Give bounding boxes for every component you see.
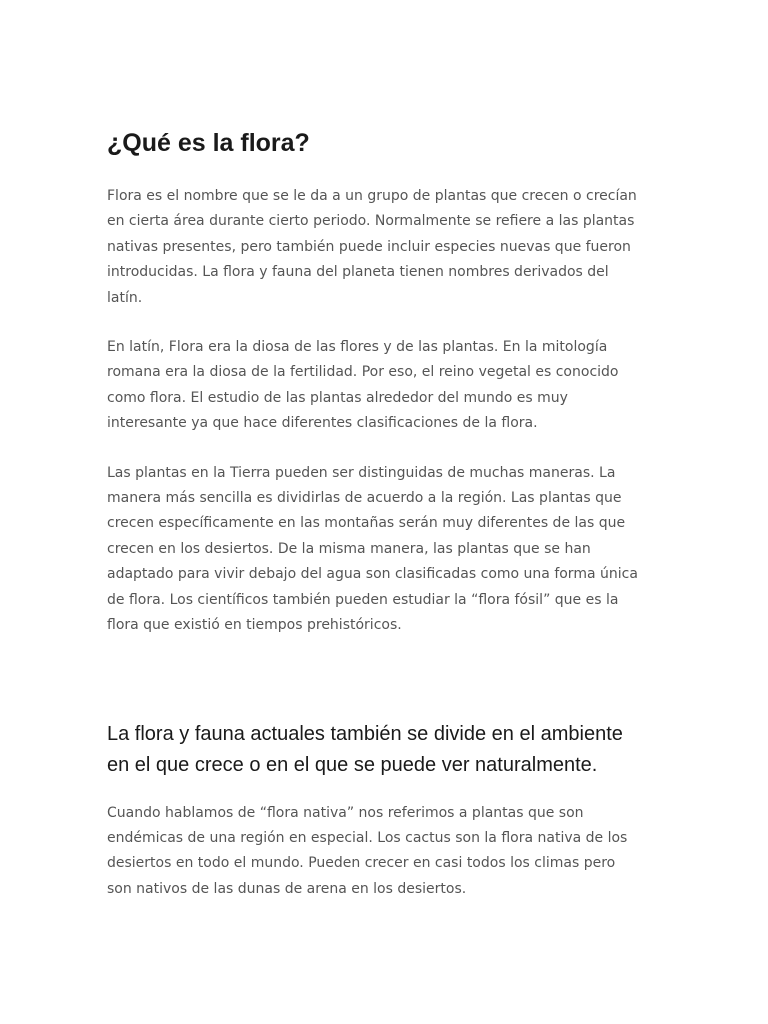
document-page [107, 128, 667, 926]
paragraph-line: latín. [107, 289, 143, 306]
paragraph-line: introducidas. La flora y fauna del planeta tienen nombres derivados del [107, 264, 609, 281]
paragraph-line: interesante ya que hace diferentes clasificaciones de la flora. [107, 415, 538, 432]
paragraph-line: son nativos de las dunas de arena en los desiertos. [107, 880, 467, 897]
paragraph-classification [107, 461, 667, 639]
section-heading-ambiente [107, 719, 667, 781]
paragraph-line: manera más sencilla es dividirlas de acuerdo a la región. Las plantas que [107, 490, 622, 507]
section-heading-que-es-la-flora: ¿Qué es la flora? [107, 129, 310, 157]
paragraph-flora-nativa [107, 801, 667, 903]
paragraph-line: Las plantas en la Tierra pueden ser distinguidas de muchas maneras. La [107, 464, 616, 481]
section-spacer [107, 663, 667, 719]
paragraph-line: Cuando hablamos de “flora nativa” nos referimos a plantas que son [107, 804, 584, 821]
paragraph-line: romana era la diosa de la fertilidad. Por eso, el reino vegetal es conocido [107, 364, 619, 381]
paragraph-line: de flora. Los científicos también pueden estudiar la “flora fósil” que es la [107, 591, 619, 608]
paragraph-latin-origin [107, 335, 667, 437]
heading-line: en el que crece o en el que se puede ver naturalmente. [107, 753, 598, 776]
paragraph-line: flora que existió en tiempos prehistóricos. [107, 617, 402, 634]
paragraph-line: adaptado para vivir debajo del agua son clasificadas como una forma única [107, 566, 638, 583]
paragraph-definition [107, 184, 667, 311]
paragraph-line: en cierta área durante cierto periodo. Normalmente se refiere a las plantas [107, 213, 635, 230]
paragraph-line: desiertos en todo el mundo. Pueden crecer en casi todos los climas pero [107, 855, 616, 872]
paragraph-line: En latín, Flora era la diosa de las flores y de las plantas. En la mitología [107, 339, 608, 356]
heading-line: La flora y fauna actuales también se divide en el ambiente [107, 722, 623, 745]
paragraph-line: Flora es el nombre que se le da a un grupo de plantas que crecen o crecían [107, 188, 637, 204]
paragraph-line: nativas presentes, pero también puede incluir especies nuevas que fueron [107, 238, 631, 255]
paragraph-line: crecen específicamente en las montañas serán muy diferentes de las que [107, 515, 626, 532]
paragraph-line: como flora. El estudio de las plantas alrededor del mundo es muy [107, 389, 568, 406]
paragraph-line: endémicas de una región en especial. Los cactus son la flora nativa de los [107, 829, 628, 846]
paragraph-line: crecen en los desiertos. De la misma manera, las plantas que se han [107, 540, 591, 557]
